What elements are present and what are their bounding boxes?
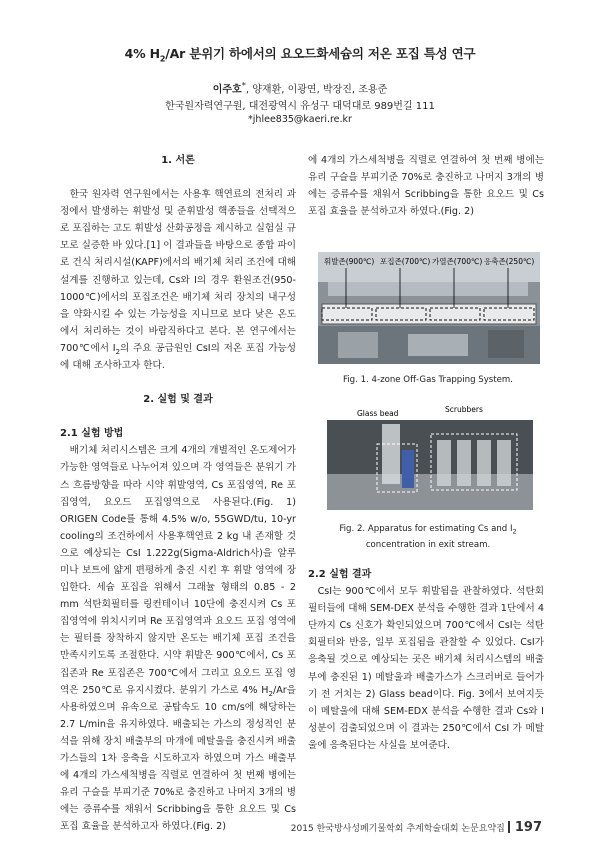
method-paragraph-continued: 에 4개의 가스세척병을 직렬로 연결하여 첫 번째 병에는 유리 구슬을 부피기준 70%로 충진하고 나머지 3개의 병에는 증류수를 채워서 Scribbing을 통한 요오드 및 Cs 포집 효율을 분석하고자 하였다.(Fig. 2) xyxy=(308,155,544,218)
figure-1-photo xyxy=(318,252,540,364)
figure-1-label-3: 가열존(700℃) xyxy=(432,257,483,266)
figure-1-label-1: 휘발존(900℃) xyxy=(324,257,375,266)
figure-1-illustration xyxy=(318,252,540,364)
figure-2-label-glass-bead: Glass bead xyxy=(357,409,399,418)
figure-2-label-scrubbers: Scrubbers xyxy=(445,405,483,414)
subsection-heading-method: 2.1 실험 방법 xyxy=(60,428,124,440)
right-column xyxy=(308,152,544,220)
results-paragraph: CsI는 900℃에서 모두 휘발됨을 관찰하였다. 석탄회 필터들에 대해 SEM-DEX 분석을 수행한 결과 1단에서 4단까지 Cs 신호가 확인되었으며 700℃에서 CsI는 석탄회필터와 반응, 일부 포집됨을 관찰할 수 있었다. CsI가 응축될 것으로 예상되는 곳은 배기체 처리시스템의 배출부에 충진된 1) 메탈울과 배출가스가 스크러버로 들어가기 전 거치는 2) Glass bead이다. Fig. 3에서 보여지듯이 메탈울에 대해 SEM-EDX 분석을 수행한 결과 Cs와 I 성분이 검출되었으며 이 결과는 250℃에서 CsI 가 메탈울에 응축된다는 사실을 보여준다. xyxy=(308,586,544,751)
left-column xyxy=(60,152,296,833)
figure-1-label-2: 포집존(700℃) xyxy=(380,257,431,266)
method-paragraph: 배기체 처리시스템은 크게 4개의 개별적인 온도제어가 가능한 영역들로 나누어져 있으며 각 영역들은 분위기 가스 흐름방향을 따라 시약 휘발영역, Cs 포집영역, Re 포집영역, 요오드 포집영역으로 사용된다.(Fig. 1) ORIGEN Code를 통해 4.5% w/o, 55GWD/tu, 10-yr cooling의 조건하에서 사용후핵연료 2 kg 내 존재할 것으로 예상되는 CsI 1.222g(Sigma-Aldrich사)을 알루미나 보트에 얇게 편평하게 충진 시킨 후 휘발 영역에 장입한다. 세슘 포집을 위해서 그래뉼 형태의 0.85 - 2 mm 석탄회필터를 링컨테이너 10단에 충진시켜 Cs 포집영역에 위치시키며 Re 포집영역과 요오드 포집 영역에는 필터를 장착하지 않지만 온도는 배기체 포집 조건을 만족시키도록 조절한다. 시약 휘발은 900℃에서, Cs 포집존과 Re 포집존은 700℃에서 그리고 요오드 포집 영역은 250℃로 유지시켰다. 분위기 가스로 4% $H_2/Ar$을 사용하였으며 유속으로 공탑속도 10 cm/s에 해당하는 2.7 L/min을 유지하였다. 배출되는 가스의 정성적인 분석을 위해 장치 배출부의 마개에 메탈울을 충진시켜 배출가스들의 1차 응축을 시도하고자 하였으며 가스 배출부에 4개의 가스세척병을 직렬로 연결하여 첫 번째 병에는 유리 구슬을 부피기준 70%로 충진하고 나머지 3개의 병에는 증류수를 채워서 Scribbing을 통한 요오드 및 Cs 포집 효율을 분석하고자 하였다.(Fig. 2) xyxy=(60,445,296,833)
footer-divider xyxy=(508,821,510,833)
section-heading-experiment: 2. 실험 및 결과 xyxy=(143,394,213,406)
page-footer xyxy=(291,820,542,835)
figure-2-illustration xyxy=(327,404,533,510)
figure-1-caption: Fig. 1. 4-zone Off-Gas Trapping System. xyxy=(342,375,514,385)
intro-paragraph: 한국 원자력 연구원에서는 사용후 핵연료의 전처리 과정에서 발생하는 휘발성 및 준휘발성 핵종들을 선택적으로 포집하는 고도 휘발성 산화공정을 제시하고 실험실 규모로 실증한 바 있다.[1] 이 결과들을 바탕으로 종합 파이로 건식 처리시설(KAPF)에서의 배기체 처리 조건에 대해 설계를 진행하고 있는데, Cs와 I의 경우 환원조건(950-1000℃)에서의 포집조건은 배기체 처리 장치의 내구성을 약화시킬 수 있는 가능성을 지니므로 보다 낮은 온도에서 처리하는 것이 바람직하다고 본다. 본 연구에서는 700℃에서 $I_2$의 주요 공급원인 CsI의 저온 포집 가능성에 대해 조사하고자 한다. xyxy=(60,189,296,372)
affiliation: 한국원자력연구원, 대전광역시 유성구 대덕대로 989번길 111 xyxy=(165,101,435,112)
authors: 이주호*, 양재환, 이광연, 박장진, 조용준 xyxy=(212,80,388,96)
author-email: *jhlee835@kaeri.re.kr xyxy=(248,114,352,125)
paper-title: 4% $H_2/Ar$ 분위기 하에서의 요오드화세슘의 저온 포집 특성 연구 xyxy=(124,46,476,64)
subsection-heading-results: 2.2 실험 결과 xyxy=(308,569,372,580)
page-number: 197 xyxy=(514,820,542,835)
figure-2-photo xyxy=(327,404,533,510)
footer-text: 2015 한국방사성폐기물학회 추계학술대회 논문요약집 xyxy=(290,824,505,834)
figure-1-label-4: 응축존(250℃) xyxy=(484,257,535,266)
results-section xyxy=(308,566,544,754)
section-heading-intro: 1. 서론 xyxy=(161,155,195,166)
figure-2-caption: Fig. 2. Apparatus for estimating Cs and $I_2$ concentration in exit stream. xyxy=(339,524,517,550)
